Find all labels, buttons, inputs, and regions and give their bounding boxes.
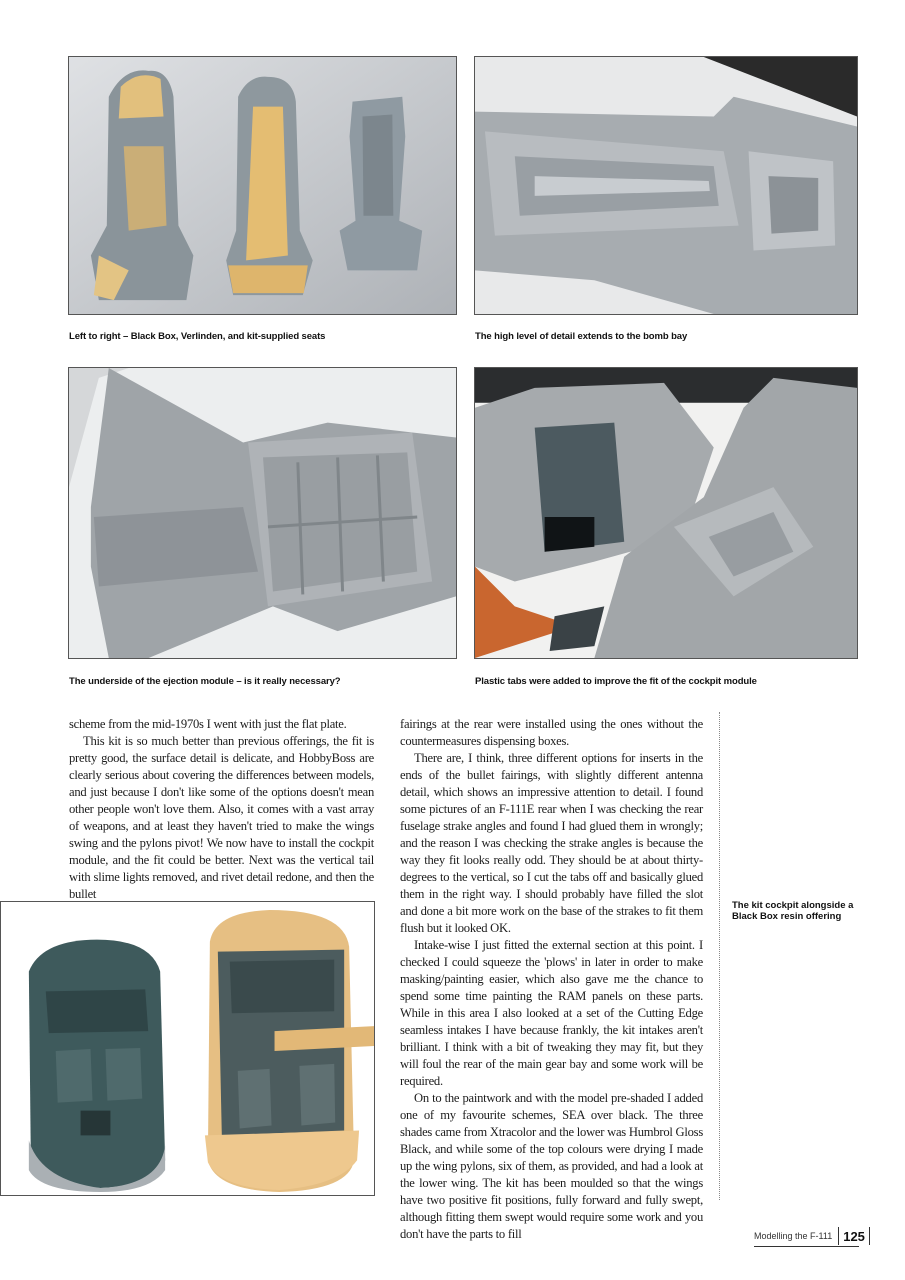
body-left-column (69, 716, 374, 903)
footer-separator-end (869, 1227, 870, 1245)
column-divider (719, 712, 720, 1200)
photo-bomb-bay (474, 56, 858, 315)
cockpit-compare-image (1, 902, 374, 1195)
page-footer (754, 1226, 870, 1246)
photo-ejection-module (68, 367, 457, 659)
photo-cockpit-compare (0, 901, 375, 1196)
body-right-column (400, 716, 703, 1243)
cockpit-tabs-image (475, 368, 857, 658)
ejection-module-image (69, 368, 456, 658)
footer-title: Modelling the F-111 (754, 1231, 833, 1241)
paragraph: On to the paintwork and with the model pre-shaded I added one of my favourite schemes, SEA over black. The three shades came from Xtracolor and the lower was Humbrol Gloss Black, and while some of the top colours were drying I made up the wing pylons, six of them, as provided, and had a look at the lower wing. The kit has been moulded so that the wings have two positive fit positions, fully forward and fully swept, although fitting them swept would require some work and you don't have the parts to fill (400, 1091, 703, 1241)
caption-tabs: Plastic tabs were added to improve the fit of the cockpit module (475, 676, 757, 687)
paragraph: Intake-wise I just fitted the external section at this point. I checked I could squeeze the 'plows' in later in order to make masking/painting easier, which also gave me the chance to spend some time painting the RAM panels on these parts. While in this area I also looked at a set of the Cutting Edge seamless intakes I have because frankly, the kit intakes aren't brilliant. I think with a bit of tweaking they may fit, but they will foul the rear of the main gear bay and some work will be required. (400, 938, 703, 1088)
photo-seats (68, 56, 457, 315)
paragraph: fairings at the rear were installed using the ones without the countermeasures dispensing boxes. (400, 717, 703, 748)
footer-rule (754, 1246, 859, 1247)
seats-image (69, 57, 456, 314)
caption-bomb-bay: The high level of detail extends to the bomb bay (475, 331, 688, 342)
paragraph: There are, I think, three different options for inserts in the ends of the bullet fairings, with slightly different antenna detail, which shows an impressive attention to detail. I found some pictures of an F-111E rear when I was checking the rear fuselage strake angles and found I had glued them in wrongly; and the reason I was checking the strake angles is because the way they fit looks really odd. They should be at about thirty-degrees to the vertical, so I cut the tabs off and basically glued them in the right way. I should probably have filled the slot and done a bit more work on the base of the strakes to fit them flush but it looked OK. (400, 751, 703, 935)
paragraph: This kit is so much better than previous offerings, the fit is pretty good, the surface detail is delicate, and HobbyBoss are clearly serious about covering the differences between models, and just because I don't like some of the options doesn't mean other people won't love them. Also, it comes with a vast array of weapons, and at least they haven't tried to make the wings swing and the pylons pivot! We now have to install the cockpit module, and the fit could be better. Next was the vertical tail with slime lights removed, and rivet detail redone, and then the bullet (69, 734, 374, 901)
caption-ejection: The underside of the ejection module – is it really necessary? (69, 676, 341, 687)
page-number: 125 (843, 1228, 865, 1244)
caption-cockpit-compare: The kit cockpit alongside a Black Box resin offering (732, 900, 854, 922)
photo-cockpit-tabs (474, 367, 858, 659)
caption-seats: Left to right – Black Box, Verlinden, and kit-supplied seats (69, 331, 326, 342)
bomb-bay-image (475, 57, 857, 314)
paragraph: scheme from the mid-1970s I went with just the flat plate. (69, 717, 347, 731)
